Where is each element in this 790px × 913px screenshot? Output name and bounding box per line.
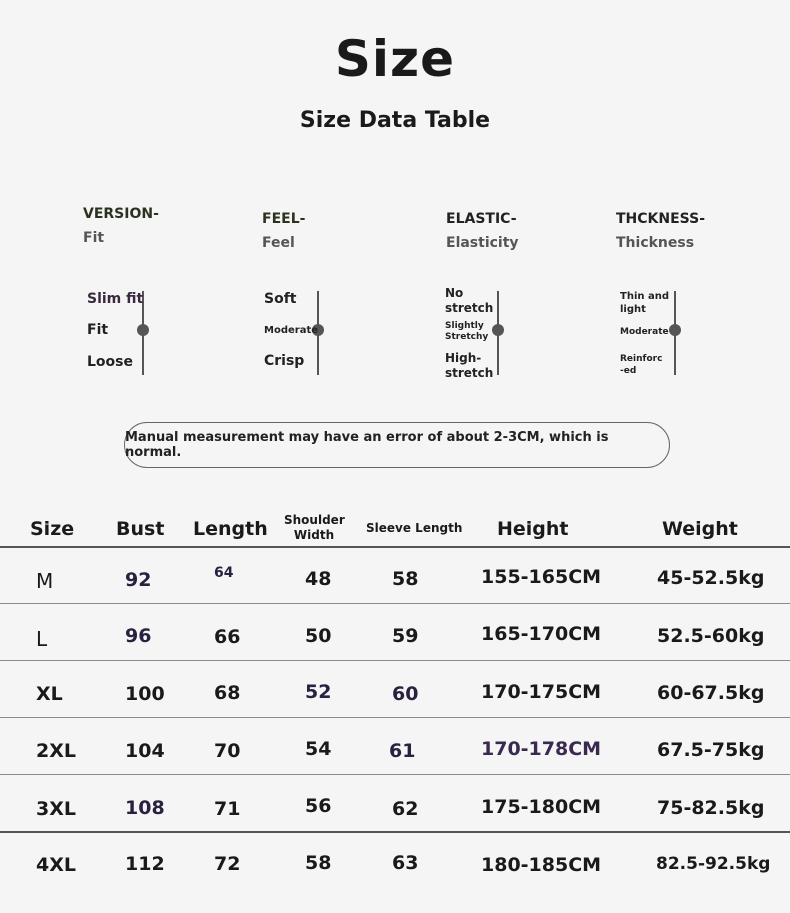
scale-option: No stretch [445,286,494,315]
cell-weight: 75-82.5kg [657,797,765,819]
scale-option: Fit [87,322,109,338]
cell-sleeve: 62 [392,798,419,820]
cell-length: 64 [214,565,234,581]
attr-heading: VERSION- [83,206,159,222]
attr-version [83,205,253,247]
cell-length: 66 [214,626,241,648]
cell-bust: 100 [125,683,165,705]
scale-indicator [492,324,504,336]
header-bust: Bust [116,518,165,540]
attr-feel [262,210,432,252]
cell-height: 170-175CM [481,681,602,703]
cell-shoulder: 50 [305,625,332,647]
scale-option: Moderate [620,327,669,337]
cell-height: 155-165CM [481,566,602,588]
cell-bust: 108 [125,797,165,819]
cell-weight: 52.5-60kg [657,625,765,647]
scale-option: Slightly Stretchy [445,321,489,342]
header-weight: Weight [662,518,738,540]
cell-size: M [36,569,54,593]
cell-bust: 112 [125,853,165,875]
attr-elastic [446,210,616,252]
cell-size: XL [36,683,63,705]
cell-shoulder: 58 [305,852,332,874]
scale-option: Loose [87,354,133,370]
scale-option: Reinforc-ed [620,354,663,376]
cell-bust: 96 [125,625,152,647]
cell-shoulder: 56 [305,795,332,817]
scale-option: Moderate [264,325,319,336]
cell-height: 175-180CM [481,796,602,818]
table-row [0,661,790,718]
cell-size: 2XL [36,740,76,762]
page-subtitle: Size Data Table [299,108,491,133]
attr-sub: Thickness [616,235,695,251]
table-row [0,547,790,604]
attr-heading: THCKNESS- [616,211,706,227]
table-row [0,833,790,890]
attr-sub: Fit [83,230,105,246]
cell-height: 180-185CM [481,854,602,876]
cell-sleeve: 59 [392,625,419,647]
cell-length: 68 [214,682,241,704]
scale-option: Slim fit [87,291,144,307]
cell-sleeve: 63 [392,852,419,874]
cell-size: L [36,627,48,651]
scale-option: Thin and light [620,291,669,315]
page-title: Size [334,30,456,88]
cell-weight: 67.5-75kg [657,739,765,761]
cell-height: 165-170CM [481,623,602,645]
header-height: Height [497,518,569,540]
cell-bust: 104 [125,740,165,762]
cell-weight: 60-67.5kg [657,682,765,704]
header-size: Size [30,518,75,540]
cell-height: 170-178CM [481,738,602,760]
cell-shoulder: 54 [305,738,332,760]
attr-sub: Elasticity [446,235,519,251]
cell-weight: 82.5-92.5kg [656,854,771,874]
cell-bust: 92 [125,569,152,591]
cell-sleeve: 60 [392,683,419,705]
attr-heading: FEEL- [262,211,306,227]
cell-length: 70 [214,740,241,762]
header-length: Length [193,518,268,540]
table-row [0,718,790,775]
cell-shoulder: 52 [305,681,332,703]
cell-shoulder: 48 [305,568,332,590]
scale-option: Soft [264,291,297,307]
cell-sleeve: 61 [389,740,416,762]
table-row [0,775,790,832]
scale-indicator [137,324,149,336]
attr-sub: Feel [262,235,295,251]
header-sleeve-length: Sleeve Length [366,521,463,535]
measurement-note: Manual measurement may have an error of about 2-3CM, which is normal. [124,422,670,468]
attr-heading: ELASTIC- [446,211,517,227]
cell-weight: 45-52.5kg [657,567,765,589]
cell-length: 72 [214,853,241,875]
cell-size: 4XL [36,854,76,876]
header-shoulder-width: Shoulder Width [284,513,345,542]
cell-length: 71 [214,798,241,820]
scale-indicator [669,324,681,336]
table-row [0,604,790,661]
scale-option: High-stretch [445,351,494,380]
attr-thickness [616,210,786,252]
cell-size: 3XL [36,798,76,820]
cell-sleeve: 58 [392,568,419,590]
scale-option: Crisp [264,353,305,369]
